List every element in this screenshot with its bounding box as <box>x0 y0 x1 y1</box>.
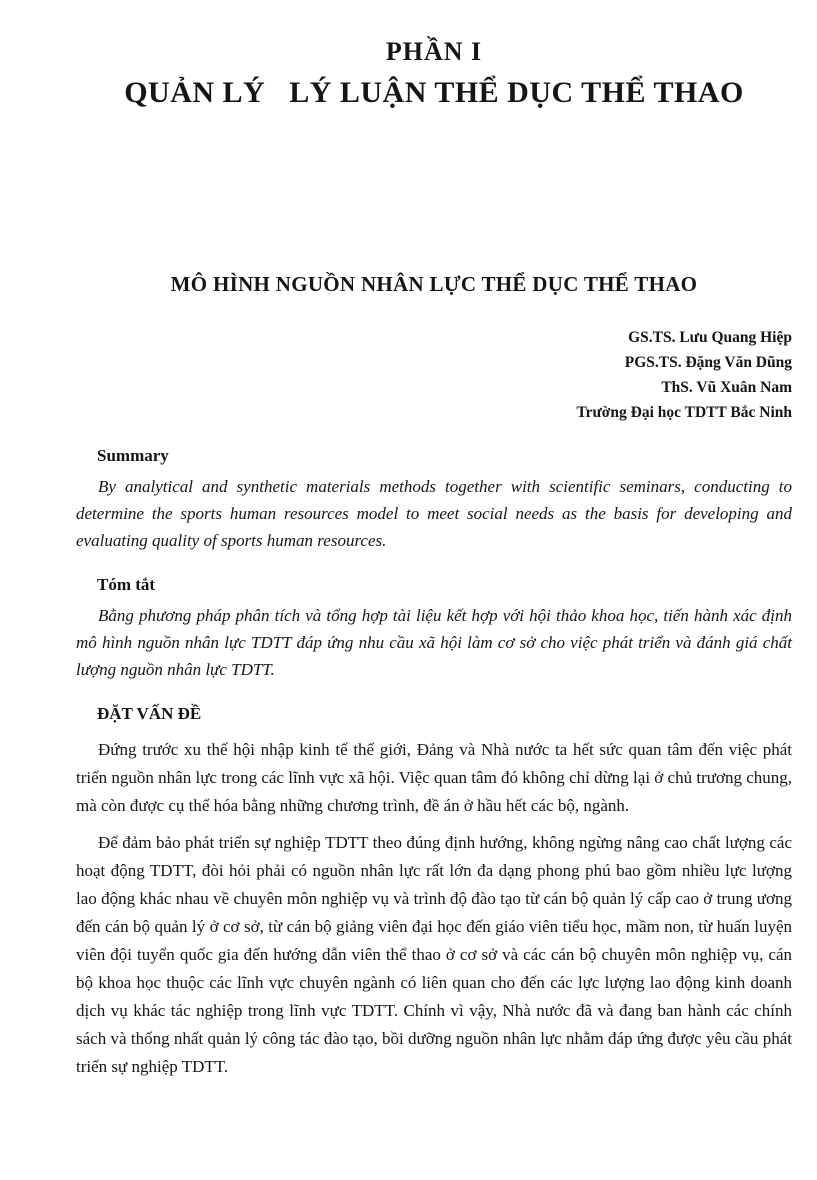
section-heading-dat-van-de: ĐẶT VẤN ĐỀ <box>97 704 202 724</box>
tomtat-heading: Tóm tắt <box>97 575 156 595</box>
article-title: MÔ HÌNH NGUỒN NHÂN LỰC THỂ DỤC THỂ THAO <box>170 272 698 297</box>
summary-text: By analytical and synthetic materials methods together with scientific seminars, conducting to determine the sports human resources model to meet social needs as the basis for developing and evaluating quality of sports human resources. <box>76 477 792 551</box>
author-line-1: GS.TS. Lưu Quang Hiệp <box>628 329 792 347</box>
author-line-3: ThS. Vũ Xuân Nam <box>661 379 792 397</box>
summary-heading: Summary <box>97 446 169 466</box>
author-line-2: PGS.TS. Đặng Văn Dũng <box>624 354 792 372</box>
paragraph-1: Đứng trước xu thế hội nhập kinh tế thế giới, Đảng và Nhà nước ta hết sức quan tâm đến việc phát triển nguồn nhân lực trong các lĩnh vực xã hội. Việc quan tâm đó không chỉ dừng lại ở chủ trương chung, mà còn được cụ thể hóa bằng những chương trình, đề án ở hầu hết các bộ, ngành. <box>76 740 792 816</box>
part-title: QUẢN LÝ LÝ LUẬN THỂ DỤC THỂ THAO <box>124 76 744 110</box>
affiliation-line: Trường Đại học TDTT Bắc Ninh <box>576 404 792 422</box>
author-block <box>76 325 792 425</box>
paragraph-2: Để đảm bảo phát triển sự nghiệp TDTT theo đúng định hướng, không ngừng nâng cao chất lượng các hoạt động TDTT, đòi hỏi phải có nguồn nhân lực rất lớn đa dạng phong phú bao gồm nhiều lực lượng lao động khác nhau về chuyên môn nghiệp vụ và trình độ đào tạo từ cán bộ quản lý cấp cao ở trung ương đến cán bộ quản lý ở cơ sở, từ cán bộ giảng viên đại học đến giáo viên tiểu học, mầm non, từ huấn luyện viên đội tuyển quốc gia đến hướng dẫn viên thể thao ở cơ sở và các cán bộ chuyên môn nghiệp vụ, cán bộ khoa học thuộc các lĩnh vực chuyên ngành có liên quan cho đến các lực lượng lao động kinh doanh dịch vụ khác tác nghiệp trong lĩnh vực TDTT. Chính vì vậy, Nhà nước đã và đang ban hành các chính sách và thống nhất quản lý công tác đào tạo, bồi dưỡng nguồn nhân lực nhằm đáp ứng được yêu cầu phát triển sự nghiệp TDTT. <box>76 833 792 1077</box>
part-label: PHẦN I <box>385 37 483 66</box>
tomtat-text: Bằng phương pháp phân tích và tổng hợp tài liệu kết hợp với hội thảo khoa học, tiến hành xác định mô hình nguồn nhân lực TDTT đáp ứng nhu cầu xã hội làm cơ sở cho việc phát triển và đánh giá chất lượng nguồn nhân lực TDTT. <box>76 606 792 680</box>
